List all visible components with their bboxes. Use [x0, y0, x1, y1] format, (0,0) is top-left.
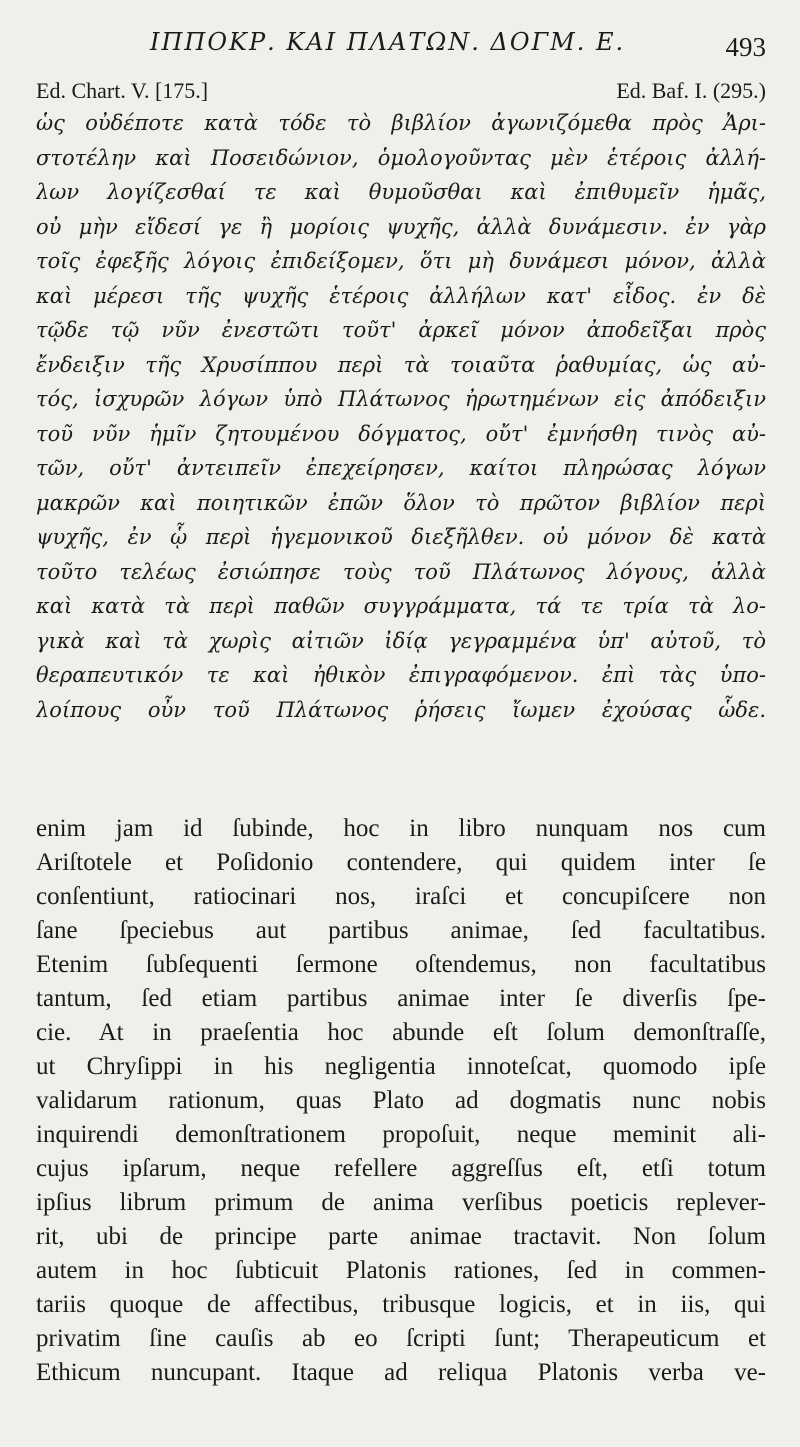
- greek-line: ἔνδειξιν τῆς Χρυσίππου περὶ τὰ τοιαῦτα ῥαθυμίας, ὡς αὐ-: [36, 352, 766, 377]
- greek-line: τῷδε τῷ νῦν ἐνεστῶτι τοῦτ' ἀρκεῖ μόνον ἀποδεῖξαι πρὸς: [36, 318, 766, 342]
- latin-line: tantum, ſed etiam partibus animae inter ſe diverſis ſpe-: [36, 985, 766, 1012]
- greek-line: καὶ μέρεσι τῆς ψυχῆς ἑτέροις ἀλλήλων κατ' εἶδος. ἐν δὲ: [36, 283, 766, 308]
- greek-line: ψυχῆς, ἐν ᾧ περὶ ἡγεμονικοῦ διεξῆλθεν. οὐ μόνον δὲ κατὰ: [36, 525, 766, 549]
- latin-line: Ariſtotele et Poſidonio contendere, qui quidem inter ſe: [36, 849, 766, 876]
- edition-reference-basel: Ed. Baf. I. (295.): [616, 78, 766, 103]
- greek-line: τοῦτο τελέως ἐσιώπησε τοὺς τοῦ Πλάτωνος λόγους, ἀλλὰ: [36, 559, 766, 584]
- edition-reference-chartier: Ed. Chart. V. [175.]: [36, 78, 209, 103]
- latin-line: ſane ſpeciebus aut partibus animae, ſed facultatibus.: [36, 917, 766, 944]
- greek-line: στοτέλην καὶ Ποσειδώνιον, ὁμολογοῦντας μὲν ἑτέροις ἀλλή-: [36, 145, 766, 170]
- greek-line: λοίπους οὖν τοῦ Πλάτωνος ῥήσεις ἴωμεν ἐχούσας ὧδε.: [36, 697, 766, 722]
- page-number: 493: [725, 32, 766, 62]
- greek-line: τοῦ νῦν ἡμῖν ζητουμένου δόγματος, οὔτ' ἐμνήσθη τινὸς αὐ-: [36, 421, 766, 446]
- greek-line: θεραπευτικόν τε καὶ ἠθικὸν ἐπιγραφόμενον. ἐπὶ τὰς ὑπο-: [36, 663, 766, 687]
- latin-line: tariis quoque de affectibus, tribusque logicis, et in iis, qui: [36, 1291, 766, 1318]
- running-head: ΙΠΠΟΚΡ. ΚΑΙ ΠΛΑΤΩΝ. ΔΟΓΜ. Ε.: [150, 28, 626, 56]
- latin-line: enim jam id ſubinde, hoc in libro nunquam nos cum: [36, 815, 766, 842]
- latin-line: conſentiunt, ratiocinari nos, iraſci et concupiſcere non: [36, 883, 766, 910]
- latin-line: Ethicum nuncupant. Itaque ad reliqua Platonis verba ve-: [36, 1359, 766, 1386]
- latin-line: privatim ſine cauſis ab eo ſcripti ſunt; Therapeuticum et: [36, 1325, 766, 1352]
- greek-line: τός, ἰσχυρῶν λόγων ὑπὸ Πλάτωνος ἠρωτημένων εἰς ἀπόδειξιν: [36, 387, 766, 411]
- latin-text-block: [36, 812, 766, 1390]
- latin-line: ut Chryſippi in his negligentia innoteſcat, quomodo ipſe: [36, 1053, 766, 1080]
- greek-line: καὶ κατὰ τὰ περὶ παθῶν συγγράμματα, τά τε τρία τὰ λο-: [36, 594, 766, 618]
- latin-line: cie. At in praeſentia hoc abunde eſt ſolum demonſtraſſe,: [36, 1019, 766, 1046]
- latin-line: validarum rationum, quas Plato ad dogmatis nunc nobis: [36, 1087, 766, 1114]
- latin-line: Etenim ſubſequenti ſermone oſtendemus, non facultatibus: [36, 951, 766, 978]
- greek-line: τῶν, οὔτ' ἀντειπεῖν ἐπεχείρησεν, καίτοι πληρώσας λόγων: [36, 456, 766, 480]
- greek-line: οὐ μὴν εἴδεσί γε ἢ μορίοις ψυχῆς, ἀλλὰ δυνάμεσιν. ἐν γὰρ: [36, 214, 766, 239]
- latin-line: autem in hoc ſubticuit Platonis rationes, ſed in commen-: [36, 1257, 766, 1284]
- greek-line: τοῖς ἐφεξῆς λόγοις ἐπιδείξομεν, ὅτι μὴ δυνάμεσι μόνον, ἀλλὰ: [36, 249, 766, 273]
- greek-line: μακρῶν καὶ ποιητικῶν ἐπῶν ὅλον τὸ πρῶτον βιβλίον περὶ: [36, 490, 766, 515]
- latin-line: cujus ipſarum, neque refellere aggreſſus eſt, etſi totum: [36, 1155, 766, 1182]
- latin-line: ipſius librum primum de anima verſibus poeticis replever-: [36, 1189, 766, 1216]
- latin-line: rit, ubi de principe parte animae tractavit. Non ſolum: [36, 1223, 766, 1250]
- greek-line: γικὰ καὶ τὰ χωρὶς αἰτιῶν ἰδίᾳ γεγραμμένα ὑπ' αὐτοῦ, τὸ: [36, 628, 766, 653]
- latin-line: inquirendi demonſtrationem propoſuit, neque meminit ali-: [36, 1121, 766, 1148]
- greek-line: λων λογίζεσθαί τε καὶ θυμοῦσθαι καὶ ἐπιθυμεῖν ἡμᾶς,: [36, 180, 766, 204]
- greek-line: ὡς οὐδέποτε κατὰ τόδε τὸ βιβλίον ἀγωνιζόμεθα πρὸς Ἀρι-: [36, 111, 766, 135]
- greek-text-block: [36, 106, 766, 727]
